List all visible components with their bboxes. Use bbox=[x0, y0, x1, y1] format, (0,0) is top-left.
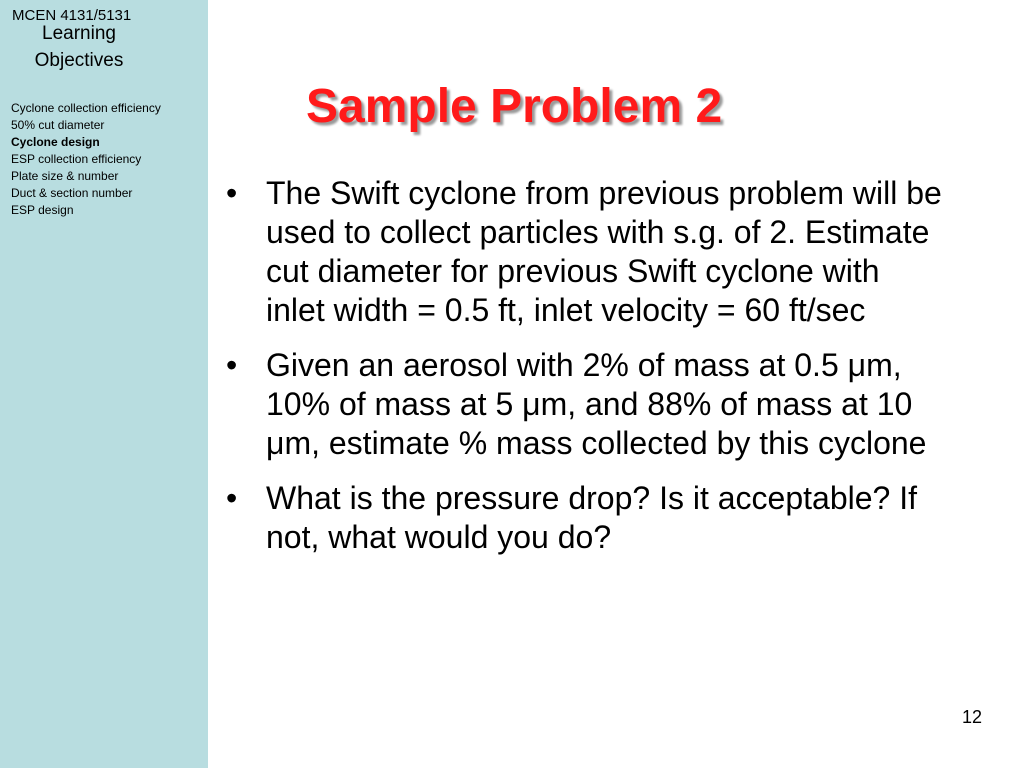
bullet-dot-icon: • bbox=[226, 175, 238, 211]
objective-item: ESP collection efficiency bbox=[11, 152, 142, 166]
objective-item: Plate size & number bbox=[11, 169, 119, 183]
bullet-item bbox=[226, 174, 946, 330]
page-number: 12 bbox=[962, 707, 983, 727]
learning-objectives-sidebar bbox=[0, 0, 208, 768]
bullet-dot-icon: • bbox=[226, 480, 238, 516]
objective-item: Duct & section number bbox=[11, 186, 133, 200]
bullet-item bbox=[226, 346, 946, 463]
objective-item-current: Cyclone design bbox=[11, 135, 100, 149]
objective-item: ESP design bbox=[11, 203, 74, 217]
course-code: MCEN 4131/5131 bbox=[12, 7, 132, 24]
objective-item: 50% cut diameter bbox=[11, 118, 105, 132]
objective-item: Cyclone collection efficiency bbox=[11, 101, 161, 115]
bullet-text: The Swift cyclone from previous problem will be used to collect particles with s.g. of 2. Estimate cut diameter for previous Swift cyclone with inlet width = 0.5 ft, inlet velocity = 60 ft/sec bbox=[266, 175, 942, 328]
bullet-item bbox=[226, 479, 946, 557]
bullet-dot-icon: • bbox=[226, 347, 238, 383]
learning-objectives-list bbox=[11, 100, 161, 219]
bullet-list bbox=[226, 174, 946, 573]
slide-title: Sample Problem 2 bbox=[306, 80, 723, 133]
bullet-text: Given an aerosol with 2% of mass at 0.5 μm, 10% of mass at 5 μm, and 88% of mass at 10 μm, estimate % mass collected by this cyclone bbox=[266, 347, 927, 461]
learning-objectives-heading: Learning Objectives bbox=[34, 23, 124, 71]
bullet-text: What is the pressure drop? Is it acceptable? If not, what would you do? bbox=[266, 480, 917, 555]
